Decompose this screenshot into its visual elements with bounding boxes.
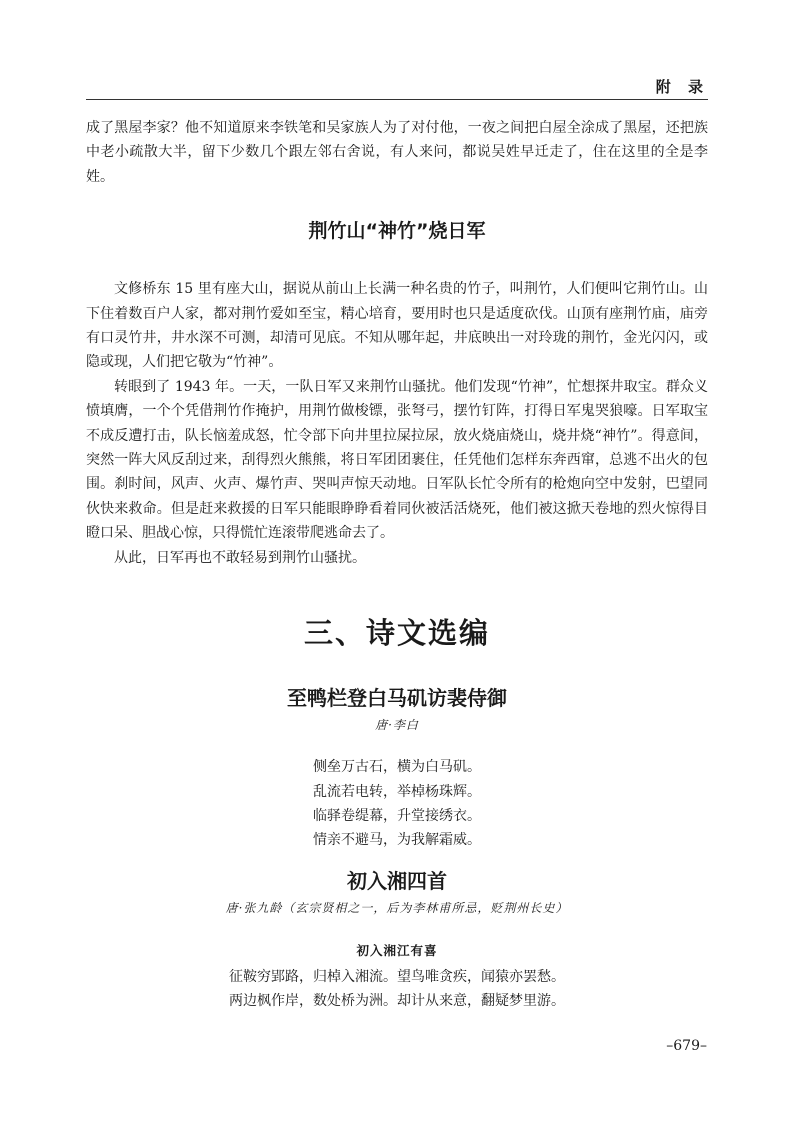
- poem-line: 侧垒万古石，横为白马矶。: [313, 759, 481, 776]
- poem-line: 两边枫作岸，数处桥为洲。却计从来意，翻疑梦里游。: [229, 993, 565, 1010]
- poem-subtitle: 初入湘江有喜: [356, 942, 438, 958]
- story-title: 荆竹山“神竹”烧日军: [308, 220, 486, 243]
- poem-author: 唐·李白: [375, 718, 419, 733]
- section-title: 三、诗文选编: [303, 616, 490, 651]
- poem-title: 初入湘四首: [347, 868, 447, 893]
- intro-paragraph: 成了黑屋李家？他不知道原来李铁笔和吴家族人为了对付他，一夜之间把白屋全涂成了黑屋，还把族中老小疏散大半，留下少数几个跟左邻右舍说，有人来问，都说吴姓早迁走了，住在这里的全是李姓。: [86, 120, 708, 185]
- header-rule: [86, 99, 708, 100]
- poem-line: 情亲不避马，为我解霜威。: [313, 832, 481, 849]
- page-number: –679–: [666, 1038, 707, 1054]
- story-paragraph: 从此，日军再也不敢轻易到荆竹山骚扰。: [114, 549, 366, 566]
- running-header: 附 录: [655, 78, 709, 96]
- poem-line: 乱流若电转，举棹杨珠辉。: [313, 783, 481, 800]
- poem-line: 临驿卷缇幕，升堂接绣衣。: [313, 807, 481, 824]
- page-content: [86, 116, 708, 1014]
- poem-author: 唐·张九龄（玄宗贤相之一，后为李林甫所忌，贬荆州长史）: [225, 900, 569, 915]
- poem-line: 征鞍穷郢路，归棹入湘流。望鸟唯贪疾，闻猿亦罢愁。: [229, 968, 565, 985]
- story-paragraph: 文修桥东 15 里有座大山，据说从前山上长满一种名贵的竹子，叫荆竹，人们便叫它荆竹山。山下住着数百户人家，都对荆竹爱如至宝，精心培育，要用时也只是适度砍伐。山顶有座荆竹庙，庙旁有口灵竹井，井水深不可测，却清可见底。不知从哪年起，井底映出一对玲珑的荆竹，金光闪闪，或隐或现，人们把它敬为“竹神”。: [86, 281, 708, 371]
- poem-title: 至鸭栏登白马矶访裴侍御: [287, 686, 507, 711]
- story-paragraph: 转眼到了 1943 年。一天，一队日军又来荆竹山骚扰。他们发现“竹神”，忙想探井取宝。群众义愤填膺，一个个凭借荆竹作掩护，用荆竹做梭镖，张弩弓，摆竹钉阵，打得日军鬼哭狼嚎。日军取宝不成反遭打击，队长恼羞成怒，忙令部下向井里拉屎拉尿，放火烧庙烧山，烧井烧“神竹”。得意间，突然一阵大风反刮过来，刮得烈火熊熊，将日军团团裹住，任凭他们怎样东奔西窜，总逃不出火的包围。刹时间，风声、火声、爆竹声、哭叫声惊天动地。日军队长忙令所有的枪炮向空中发射，巴望同伙快来救命。但是赶来救援的日军只能眼睁睁看着同伙被活活烧死，他们被这掀天卷地的烈火惊得目瞪口呆、胆战心惊，只得慌忙连滚带爬逃命去了。: [86, 378, 708, 542]
- poem-verses: [86, 755, 708, 853]
